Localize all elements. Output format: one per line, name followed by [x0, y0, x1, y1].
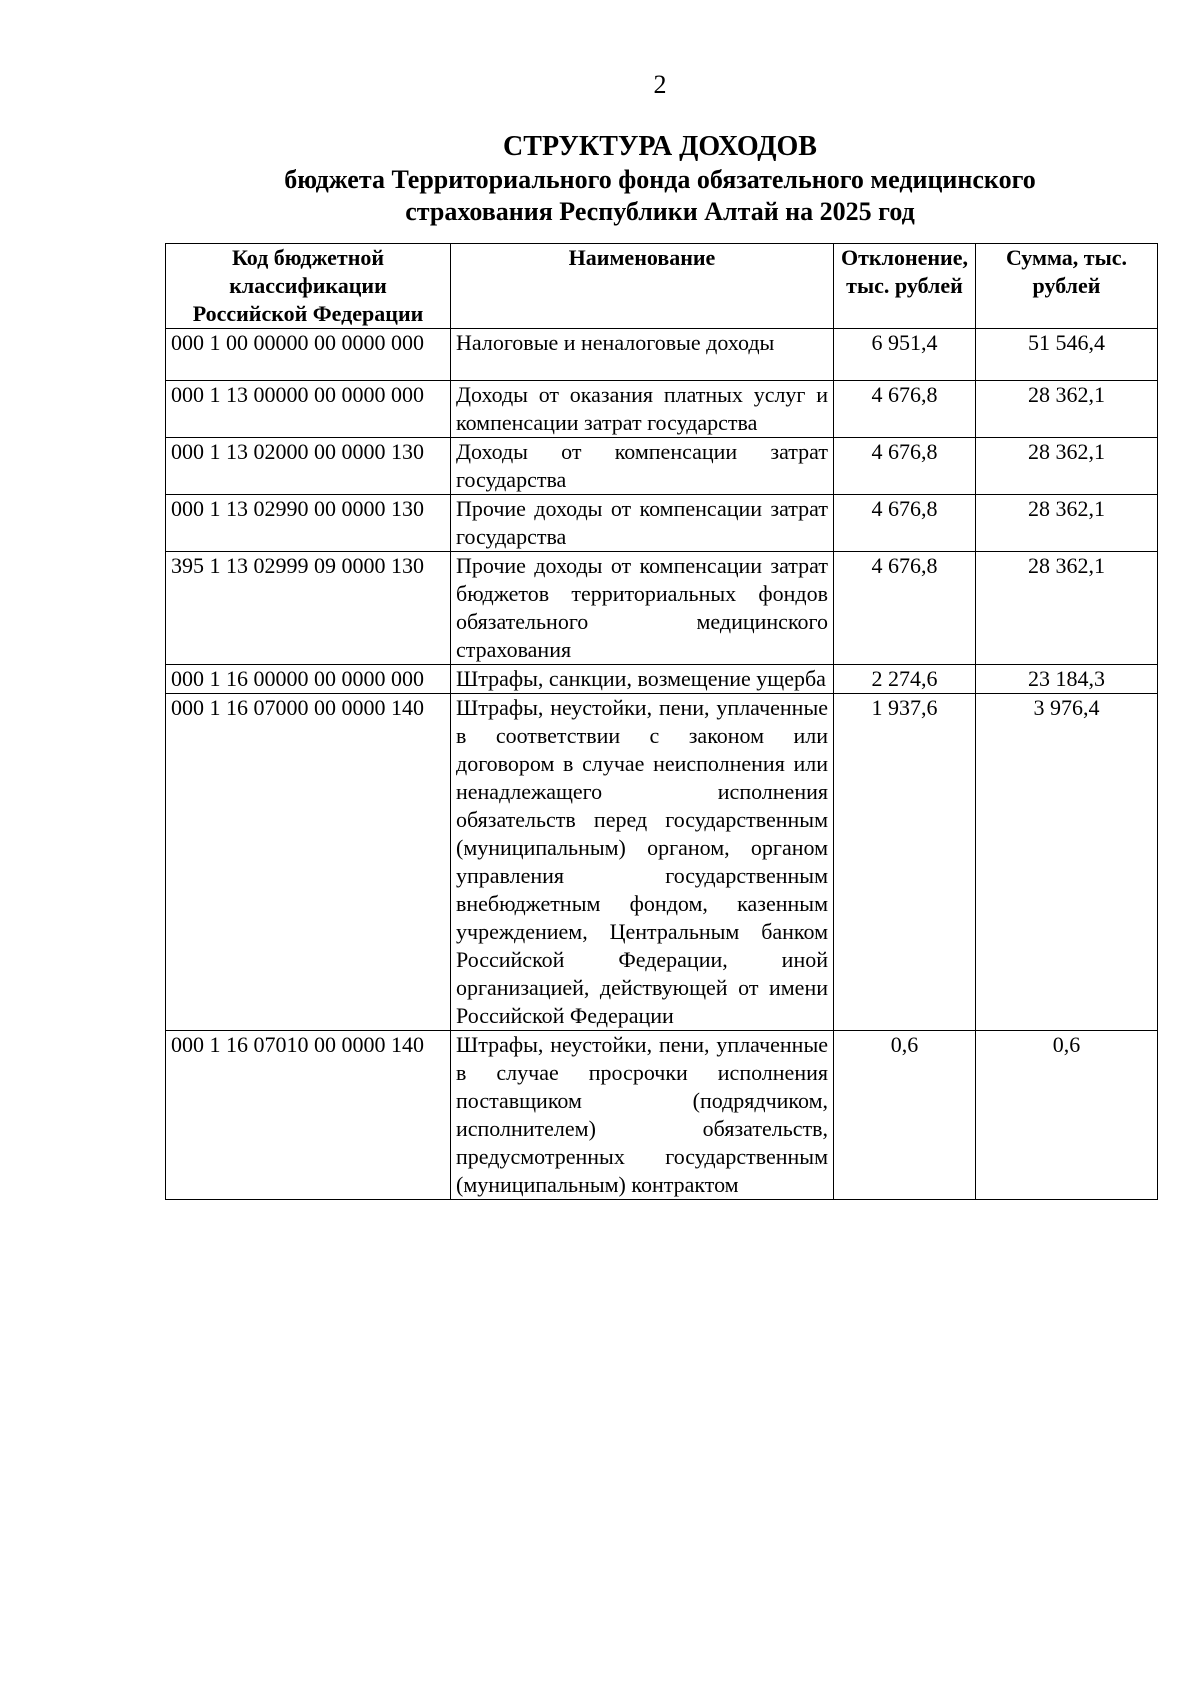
cell-deviation: 6 951,4	[834, 329, 976, 381]
cell-sum: 28 362,1	[976, 495, 1158, 552]
cell-code: 000 1 16 07010 00 0000 140	[166, 1031, 451, 1200]
cell-code: 000 1 16 07000 00 0000 140	[166, 694, 451, 1031]
table-row	[166, 495, 1158, 552]
cell-deviation: 4 676,8	[834, 438, 976, 495]
cell-name: Налоговые и неналоговые доходы	[451, 329, 834, 381]
cell-sum: 51 546,4	[976, 329, 1158, 381]
cell-sum: 3 976,4	[976, 694, 1158, 1031]
cell-name: Прочие доходы от компенсации затрат государства	[451, 495, 834, 552]
cell-sum: 0,6	[976, 1031, 1158, 1200]
header-name: Наименование	[451, 244, 834, 329]
cell-deviation: 4 676,8	[834, 552, 976, 665]
cell-name: Штрафы, неустойки, пени, уплаченные в случае просрочки исполнения поставщиком (подрядчиком, исполнителем) обязательств, предусмотренных государственным (муниципальным) контрактом	[451, 1031, 834, 1200]
cell-name: Доходы от оказания платных услуг и компенсации затрат государства	[451, 381, 834, 438]
table-row	[166, 665, 1158, 694]
cell-deviation: 4 676,8	[834, 495, 976, 552]
cell-deviation: 2 274,6	[834, 665, 976, 694]
table-row	[166, 329, 1158, 381]
cell-sum: 23 184,3	[976, 665, 1158, 694]
document-title	[150, 130, 1170, 228]
table-row	[166, 694, 1158, 1031]
table-header-row	[166, 244, 1158, 329]
cell-name: Доходы от компенсации затрат государства	[451, 438, 834, 495]
cell-deviation: 4 676,8	[834, 381, 976, 438]
title-line-3: страхования Республики Алтай на 2025 год	[405, 197, 915, 226]
header-code: Код бюджетной классификации Российской Федерации	[166, 244, 451, 329]
page-number: 2	[653, 70, 667, 99]
income-structure-table	[165, 243, 1158, 1200]
title-line-1: СТРУКТУРА ДОХОДОВ	[503, 131, 817, 162]
header-deviation: Отклонение, тыс. рублей	[834, 244, 976, 329]
cell-sum: 28 362,1	[976, 438, 1158, 495]
cell-code: 000 1 13 00000 00 0000 000	[166, 381, 451, 438]
cell-code: 000 1 13 02000 00 0000 130	[166, 438, 451, 495]
title-line-2: бюджета Территориального фонда обязательного медицинского	[284, 165, 1036, 194]
cell-code: 395 1 13 02999 09 0000 130	[166, 552, 451, 665]
cell-name: Штрафы, санкции, возмещение ущерба	[451, 665, 834, 694]
cell-sum: 28 362,1	[976, 381, 1158, 438]
cell-sum: 28 362,1	[976, 552, 1158, 665]
cell-code: 000 1 13 02990 00 0000 130	[166, 495, 451, 552]
cell-deviation: 0,6	[834, 1031, 976, 1200]
table-row	[166, 381, 1158, 438]
cell-name: Прочие доходы от компенсации затрат бюджетов территориальных фондов обязательного медицинского страхования	[451, 552, 834, 665]
cell-deviation: 1 937,6	[834, 694, 976, 1031]
header-sum: Сумма, тыс. рублей	[976, 244, 1158, 329]
cell-code: 000 1 00 00000 00 0000 000	[166, 329, 451, 381]
table-row	[166, 1031, 1158, 1200]
cell-code: 000 1 16 00000 00 0000 000	[166, 665, 451, 694]
table-row	[166, 438, 1158, 495]
table-row	[166, 552, 1158, 665]
cell-name: Штрафы, неустойки, пени, уплаченные в соответствии с законом или договором в случае неисполнения или ненадлежащего исполнения обязательств перед государственным (муниципальным) органом, органом управления государственным внебюджетным фондом, казенным учреждением, Центральным банком Российской Федерации, иной организацией, действующей от имени Российской Федерации	[451, 694, 834, 1031]
